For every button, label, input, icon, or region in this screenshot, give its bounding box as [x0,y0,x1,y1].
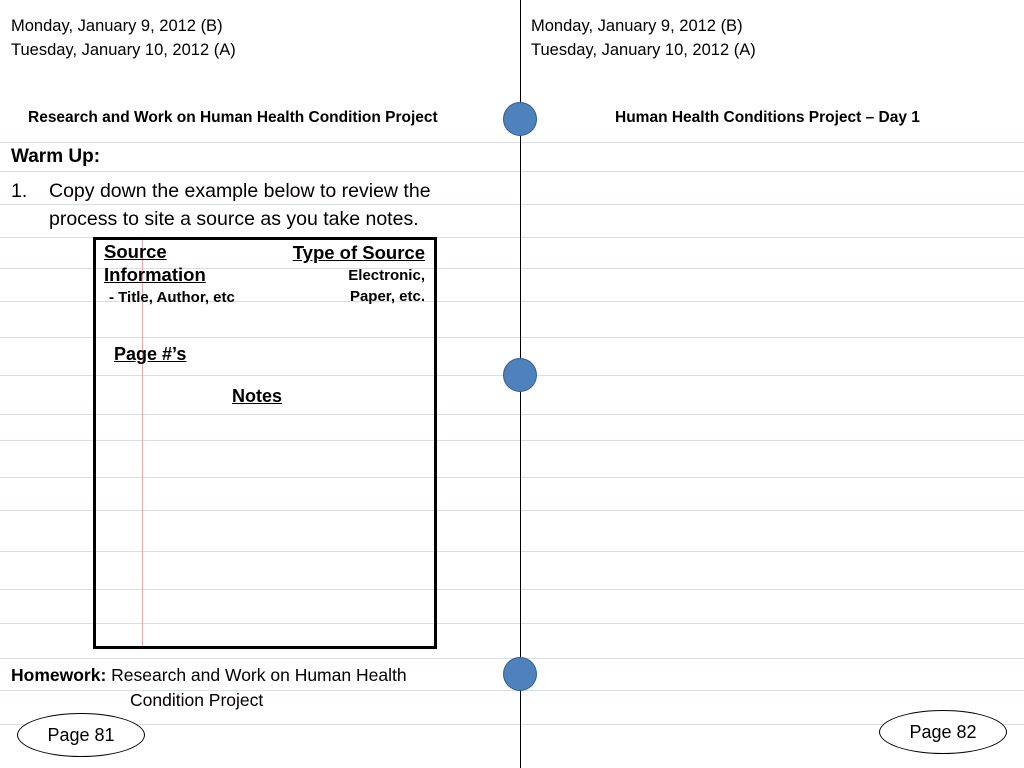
left-page-number-text: Page 81 [47,724,115,745]
left-page-number [17,713,145,757]
ruled-line [0,142,1024,143]
item-line-1: Copy down the example below to review the [49,180,431,202]
homework-label: Homework: [11,665,107,685]
type-sub-label-1: Electronic, [348,267,425,284]
warm-up-label: Warm Up: [11,146,101,167]
right-page-number [879,710,1007,754]
right-date-line-2: Tuesday, January 10, 2012 (A) [531,41,756,59]
binder-hole-bottom [503,657,537,691]
page-numbers-label: Page #’s [114,344,187,364]
homework-line-1 [11,663,407,688]
homework-text-1: Research and Work on Human Health [111,665,407,685]
left-page-heading: Research and Work on Human Health Condition Project [28,109,438,126]
right-date-line-1: Monday, January 9, 2012 (B) [531,17,743,35]
left-date-line-2: Tuesday, January 10, 2012 (A) [11,41,236,59]
item-line-2: process to site a source as you take notes. [49,208,419,230]
right-page-heading: Human Health Conditions Project – Day 1 [615,109,920,126]
source-label-line-2: Information [104,264,206,285]
binder-hole-middle [503,358,537,392]
notes-label: Notes [232,386,283,406]
item-number: 1. [11,180,28,202]
type-of-source-label: Type of Source [292,242,425,263]
source-label-line-1: Source [104,241,167,262]
right-page-number-text: Page 82 [909,721,977,742]
binder-hole-top [503,102,537,136]
ruled-line [0,724,1024,725]
source-sub-label: - Title, Author, etc [109,289,235,306]
left-date-line-1: Monday, January 9, 2012 (B) [11,17,223,35]
type-sub-label-2: Paper, etc. [349,288,425,305]
homework-line-2: Condition Project [130,690,264,710]
ruled-line [0,171,1024,172]
